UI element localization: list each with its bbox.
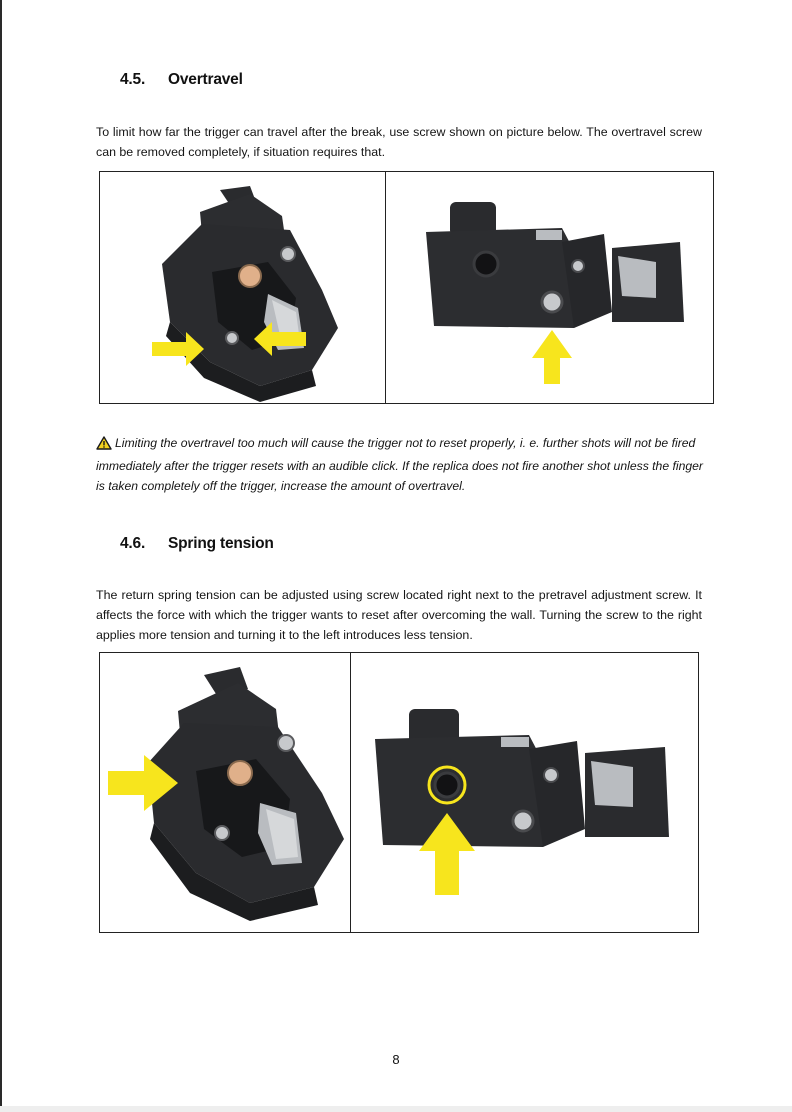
overtravel-warning xyxy=(96,433,704,496)
spring-photo-angled xyxy=(100,653,351,932)
section-title: Overtravel xyxy=(168,71,243,88)
spring-tension-paragraph: The return spring tension can be adjusted using screw located right next to the pretravel adjustment screw. It affects the force with which the trigger wants to reset after overcoming the wall. Turning the screw to the right applies more tension and turning it to the left introduces less tension. xyxy=(96,588,702,642)
overtravel-photo-angled xyxy=(100,172,386,403)
section-heading-spring-tension xyxy=(120,535,274,553)
warning-triangle-icon xyxy=(96,436,112,456)
overtravel-figure-table xyxy=(99,171,714,404)
page-bottom-edge xyxy=(0,1106,792,1112)
trigger-unit-photo xyxy=(100,172,385,403)
trigger-unit-photo xyxy=(386,172,713,403)
spring-photo-side xyxy=(351,653,698,932)
spring-figure-table xyxy=(99,652,699,933)
trigger-unit-photo xyxy=(100,653,350,932)
warning-text: Limiting the overtravel too much will cause the trigger not to reset properly, i. e. further shots will not be fired immediately after the trigger resets with an audible click. If the replica does not fire another shot unless the finger is taken completely off the trigger, increase the amount of overtravel. xyxy=(96,436,703,493)
section-number: 4.6. xyxy=(120,535,146,552)
page-number: 8 xyxy=(392,1052,400,1067)
section-title: Spring tension xyxy=(168,535,274,552)
section-heading-overtravel xyxy=(120,71,243,89)
page-left-rule xyxy=(0,0,2,1112)
section-number: 4.5. xyxy=(120,71,146,88)
overtravel-paragraph: To limit how far the trigger can travel after the break, use screw shown on picture below. The overtravel screw can be removed completely, if situation requires that. xyxy=(96,125,702,159)
trigger-unit-photo xyxy=(351,653,698,932)
overtravel-photo-side xyxy=(386,172,713,403)
